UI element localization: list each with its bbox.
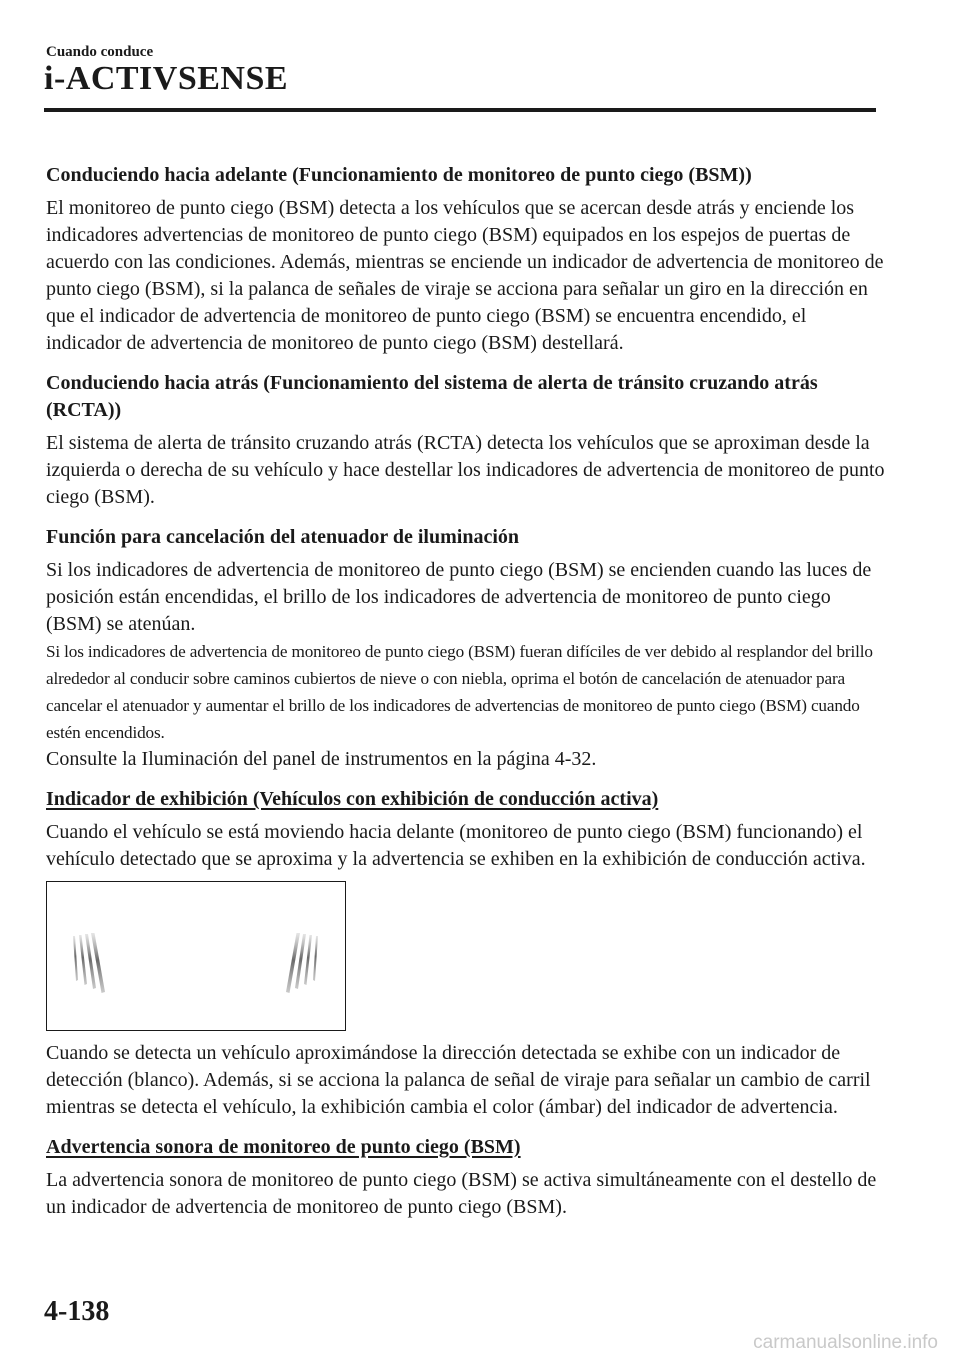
right-detection-indicator-icon <box>286 933 318 993</box>
paragraph: Cuando el vehículo se está moviendo hacia delante (monitoreo de punto ciego (BSM) funcionando) el vehículo detectado que se aproxima y la advertencia se exhiben en la exhibición de conducción activa. <box>46 821 866 870</box>
paragraph: Cuando se detecta un vehículo aproximándose la dirección detectada se exhibe con un indicador de detección (blanco). Además, si se acciona la palanca de señal de viraje para señalar un cambio de carril mientras se detecta el vehículo, la exhibición cambia el color (ámbar) del indicador de advertencia. <box>46 1042 871 1118</box>
paragraph: La advertencia sonora de monitoreo de punto ciego (BSM) se activa simultáneamente con el destello de un indicador de advertencia de monitoreo de punto ciego (BSM). <box>46 1169 877 1218</box>
section-dimmer-cancel <box>46 524 886 773</box>
page-content <box>46 162 886 1234</box>
section-display-indicator <box>46 786 886 1121</box>
page-title: i-ACTIVSENSE <box>44 60 289 97</box>
active-driving-display-figure <box>46 881 346 1031</box>
section-rcta-reverse <box>46 370 886 511</box>
page-number: 4-138 <box>44 1296 110 1327</box>
note-text: Si los indicadores de advertencia de monitoreo de punto ciego (BSM) fueran difíciles de ver debido al resplandor del brillo alrededor al conducir sobre caminos cubiertos de nieve o con niebla, oprima el botón de cancelación de atenuador para cancelar el atenuador y aumentar el brillo de los indicadores de advertencias de monitoreo de punto ciego (BSM) cuando estén encendidos. <box>46 642 873 742</box>
section-heading: Función para cancelación del atenuador de iluminación <box>46 526 519 548</box>
cross-reference: Consulte la Iluminación del panel de instrumentos en la página 4-32. <box>46 748 597 770</box>
section-bsm-forward <box>46 162 886 357</box>
watermark: carmanualsonline.info <box>753 1332 938 1353</box>
header-divider <box>44 108 876 112</box>
section-label: Cuando conduce <box>46 44 154 60</box>
section-audible-warning <box>46 1134 886 1221</box>
left-detection-indicator-icon <box>73 933 105 993</box>
paragraph: Si los indicadores de advertencia de monitoreo de punto ciego (BSM) se encienden cuando las luces de posición están encendidas, el brillo de los indicadores de advertencia de monitoreo de punto ciego (BSM) se atenúan. <box>46 559 872 635</box>
section-heading: Conduciendo hacia atrás (Funcionamiento del sistema de alerta de tránsito cruzando atrás (RCTA)) <box>46 372 818 421</box>
section-heading: Indicador de exhibición (Vehículos con exhibición de conducción activa) <box>46 788 659 810</box>
section-heading: Advertencia sonora de monitoreo de punto ciego (BSM) <box>46 1136 521 1158</box>
detection-indicators-illustration <box>47 882 345 1030</box>
section-heading: Conduciendo hacia adelante (Funcionamiento de monitoreo de punto ciego (BSM)) <box>46 164 752 186</box>
paragraph: El sistema de alerta de tránsito cruzando atrás (RCTA) detecta los vehículos que se aproximan desde la izquierda o derecha de su vehículo y hace destellar los indicadores de advertencia de monitoreo de punto ciego (BSM). <box>46 432 885 508</box>
paragraph: El monitoreo de punto ciego (BSM) detecta a los vehículos que se acercan desde atrás y enciende los indicadores advertencias de monitoreo de punto ciego (BSM) equipados en los espejos de puertas de acuerdo con las condiciones. Además, mientras se enciende un indicador de advertencia de monitoreo de punto ciego (BSM), si la palanca de señales de viraje se acciona para señalar un giro en la dirección en que el indicador de advertencia de monitoreo de punto ciego (BSM) se encuentra encendido, el indicador de advertencia de monitoreo de punto ciego (BSM) destellará. <box>46 197 884 354</box>
